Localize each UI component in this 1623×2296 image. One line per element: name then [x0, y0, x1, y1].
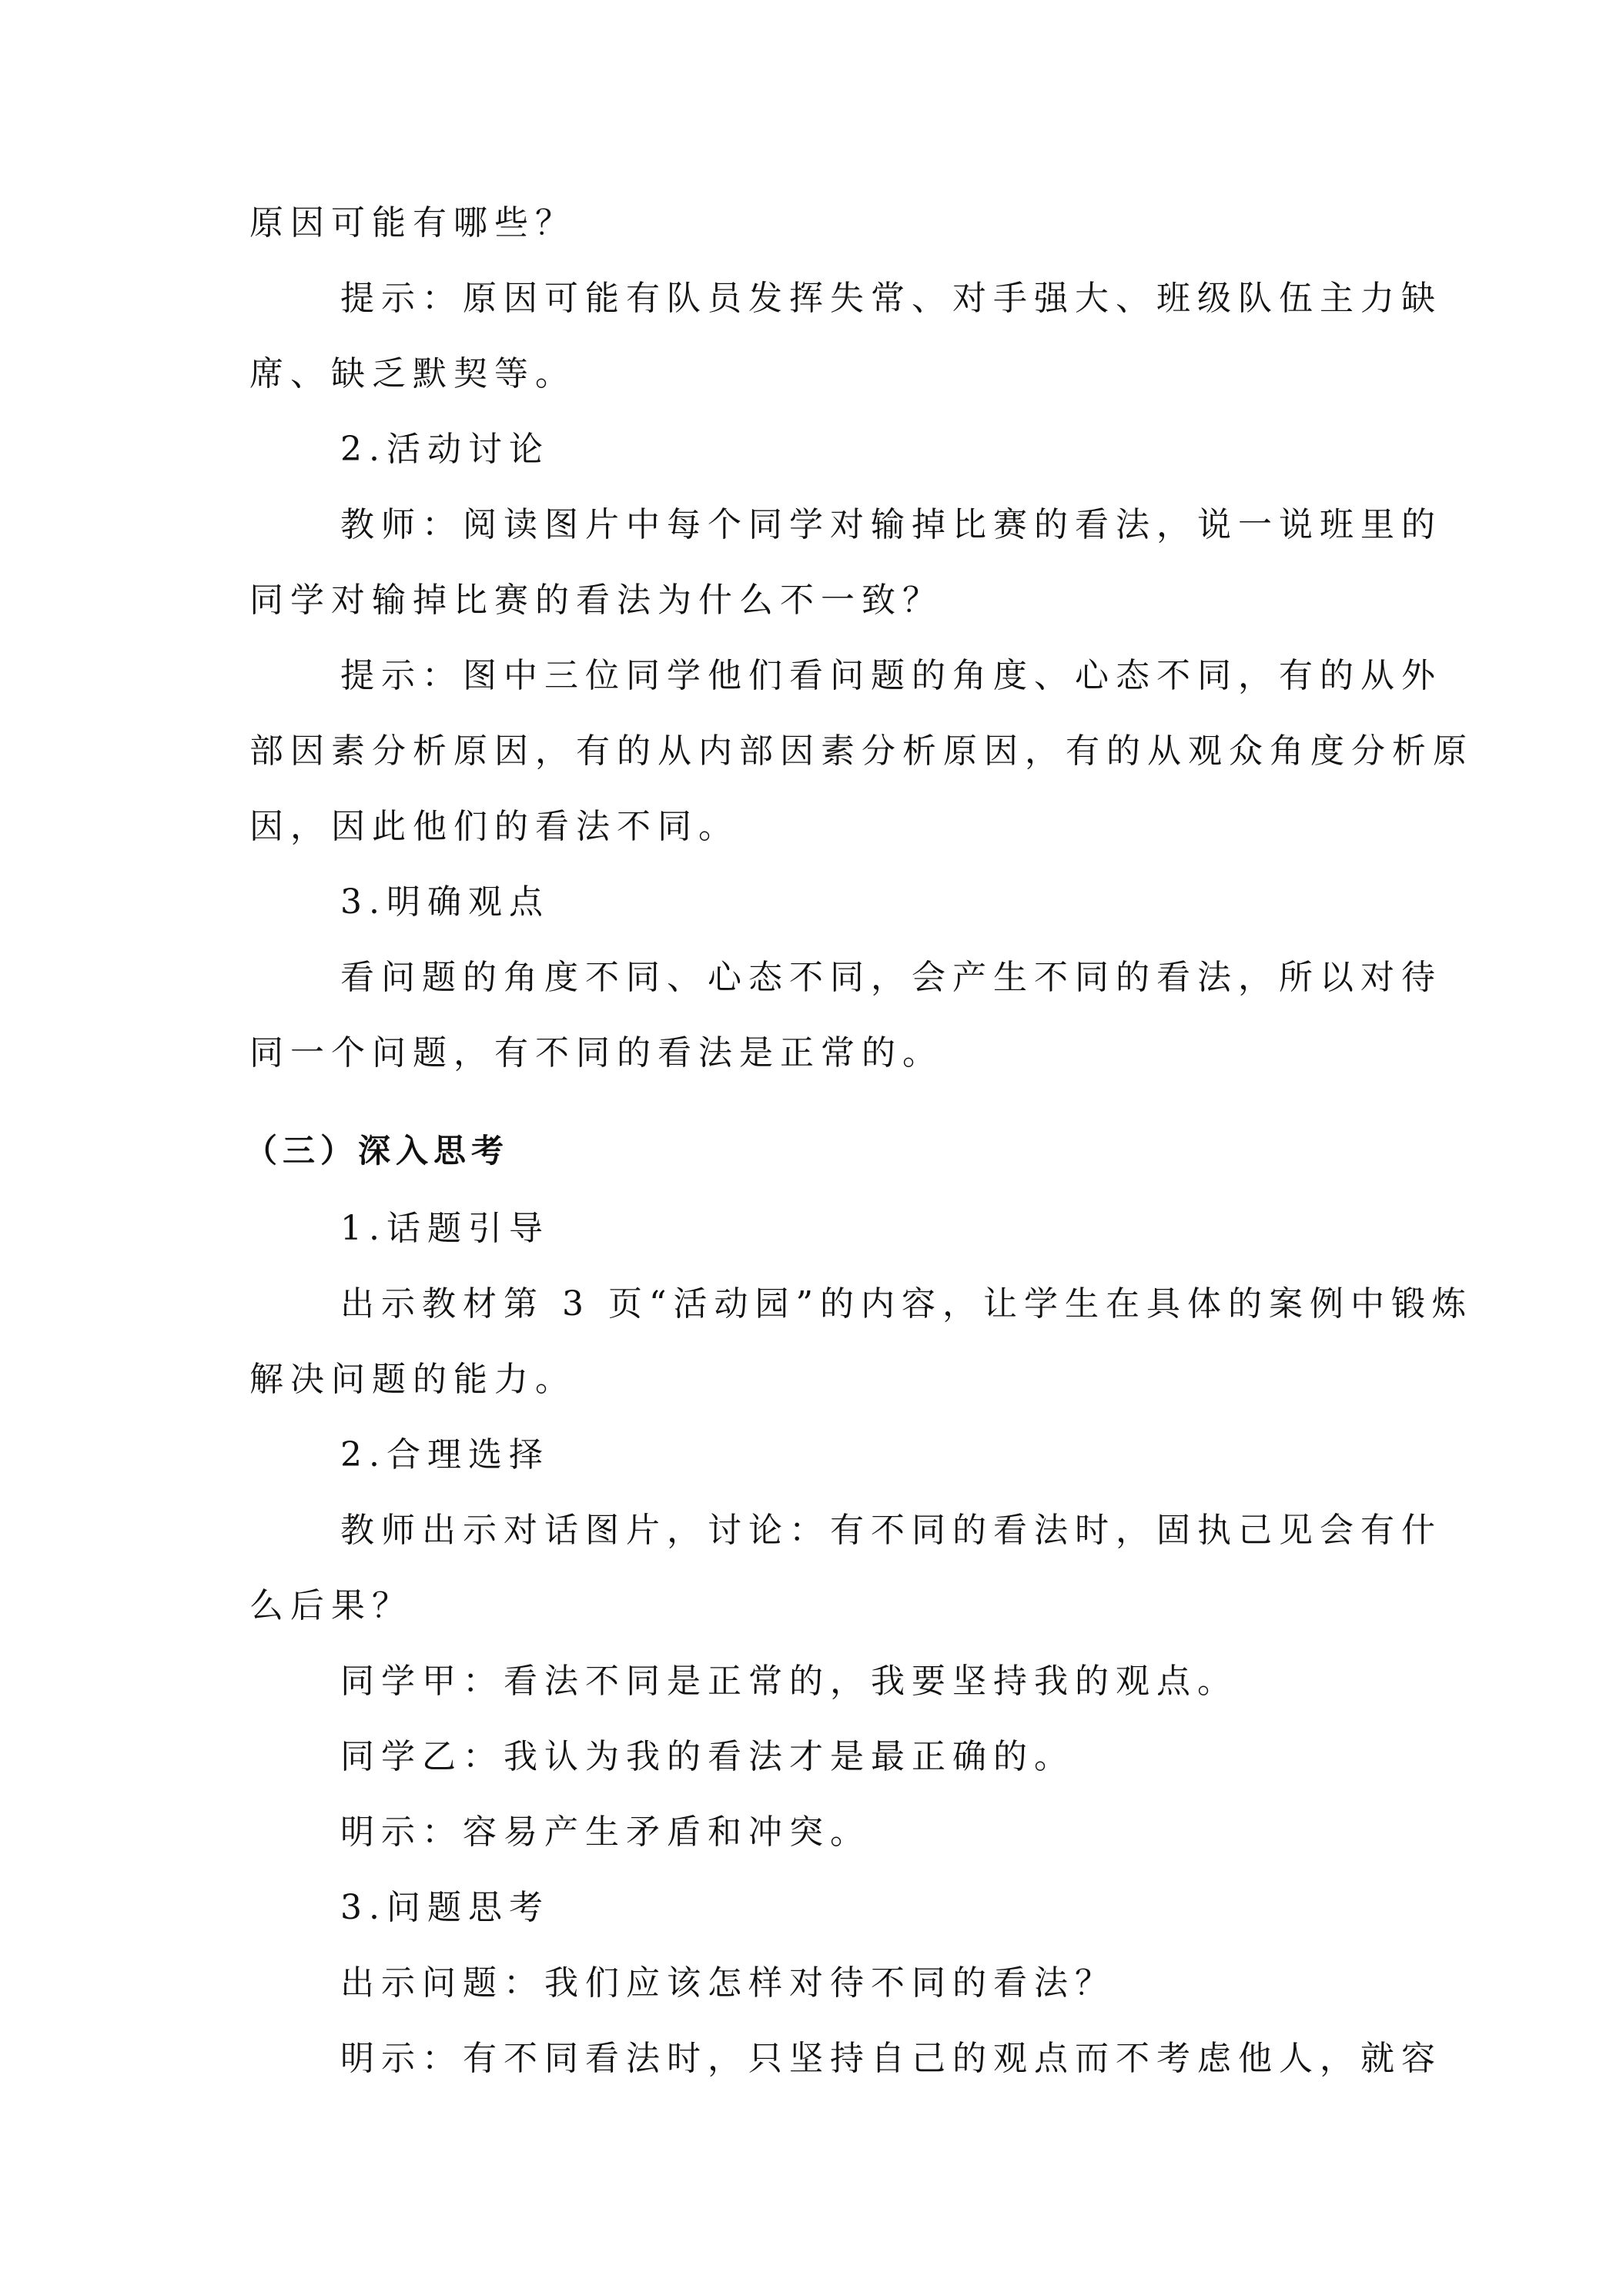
body-line-continued: 同一个问题，有不同的看法是正常的。 — [249, 1033, 943, 1073]
subheading-reasonable-choice: 2.合理选择 — [340, 1435, 550, 1474]
body-paragraph-teacher-1: 教师：阅读图片中每个同学对输掉比赛的看法，说一说班里的 — [340, 505, 1442, 544]
body-paragraph-textbook: 出示教材第 3 页“活动园”的内容，让学生在具体的案例中锻炼 — [340, 1284, 1473, 1324]
body-paragraph-hint-2: 提示：图中三位同学他们看问题的角度、心态不同，有的从外 — [340, 656, 1442, 695]
dialogue-student-a: 同学甲：看法不同是正常的，我要坚持我的观点。 — [340, 1662, 1238, 1701]
body-line-continued: 解决问题的能力。 — [249, 1360, 576, 1399]
subheading-question-thinking: 3.问题思考 — [340, 1888, 550, 1927]
dialogue-student-b: 同学乙：我认为我的看法才是最正确的。 — [340, 1737, 1075, 1776]
body-paragraph-answer-1: 明示：容易产生矛盾和冲突。 — [340, 1812, 871, 1852]
body-line-continued: 部因素分析原因，有的从内部因素分析原因，有的从观众角度分析原 — [249, 731, 1474, 771]
body-line-continued: 同学对输掉比赛的看法为什么不一致？ — [249, 581, 943, 620]
body-paragraph-answer-2: 明示：有不同看法时，只坚持自己的观点而不考虑他人，就容 — [340, 2039, 1442, 2078]
body-line-continued: 席、缺乏默契等。 — [249, 354, 576, 393]
body-line-continued: 原因可能有哪些？ — [249, 203, 576, 243]
subheading-clarify-view: 3.明确观点 — [340, 882, 550, 922]
subheading-topic-guide: 1.话题引导 — [340, 1209, 550, 1248]
body-line-continued: 因，因此他们的看法不同。 — [249, 807, 739, 846]
body-paragraph-hint-1: 提示：原因可能有队员发挥失常、对手强大、班级队伍主力缺 — [340, 279, 1442, 318]
subheading-activity-discussion: 2.活动讨论 — [340, 430, 550, 469]
section-heading-deep-thinking: （三）深入思考 — [245, 1132, 510, 1170]
body-line-continued: 么后果？ — [249, 1586, 413, 1625]
body-paragraph-view: 看问题的角度不同、心态不同，会产生不同的看法，所以对待 — [340, 958, 1442, 997]
body-paragraph-teacher-2: 教师出示对话图片，讨论：有不同的看法时，固执己见会有什 — [340, 1511, 1442, 1550]
body-paragraph-question: 出示问题：我们应该怎样对待不同的看法？ — [340, 1963, 1116, 2003]
